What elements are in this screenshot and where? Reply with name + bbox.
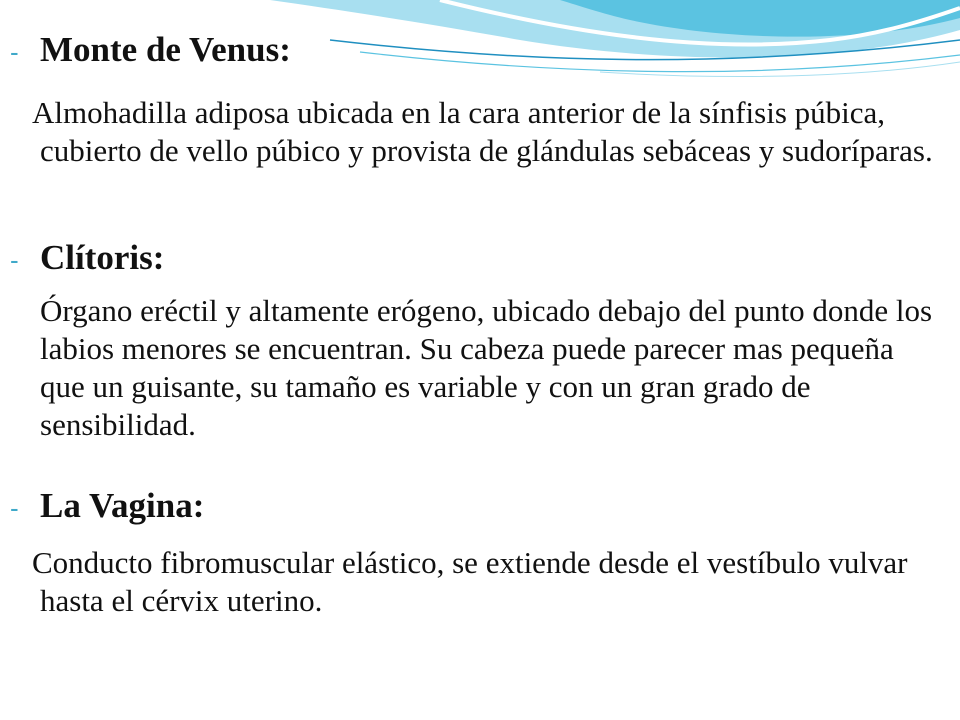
paragraph-monte-de-venus: Almohadilla adiposa ubicada en la cara anterior de la sínfisis púbica, cubierto de vello púbico y provista de glándulas sebáceas y sudoríparas. <box>32 95 933 168</box>
heading-monte-de-venus: Monte de Venus: <box>40 30 291 69</box>
bullet-dash: - <box>10 37 19 67</box>
paragraph-clitoris: Órgano eréctil y altamente erógeno, ubicado debajo del punto donde los labios menores se encuentran. Su cabeza puede parecer mas pequeña que un guisante, su tamaño es variable y con un gran grado de sensibilidad. <box>40 293 933 442</box>
paragraph-la-vagina: Conducto fibromuscular elástico, se extiende desde el vestíbulo vulvar hasta el cérvix uterino. <box>32 545 908 618</box>
heading-clitoris: Clítoris: <box>40 238 165 277</box>
bullet-dash: - <box>10 245 19 275</box>
bullet-dash: - <box>10 493 19 523</box>
heading-la-vagina: La Vagina: <box>40 486 205 525</box>
